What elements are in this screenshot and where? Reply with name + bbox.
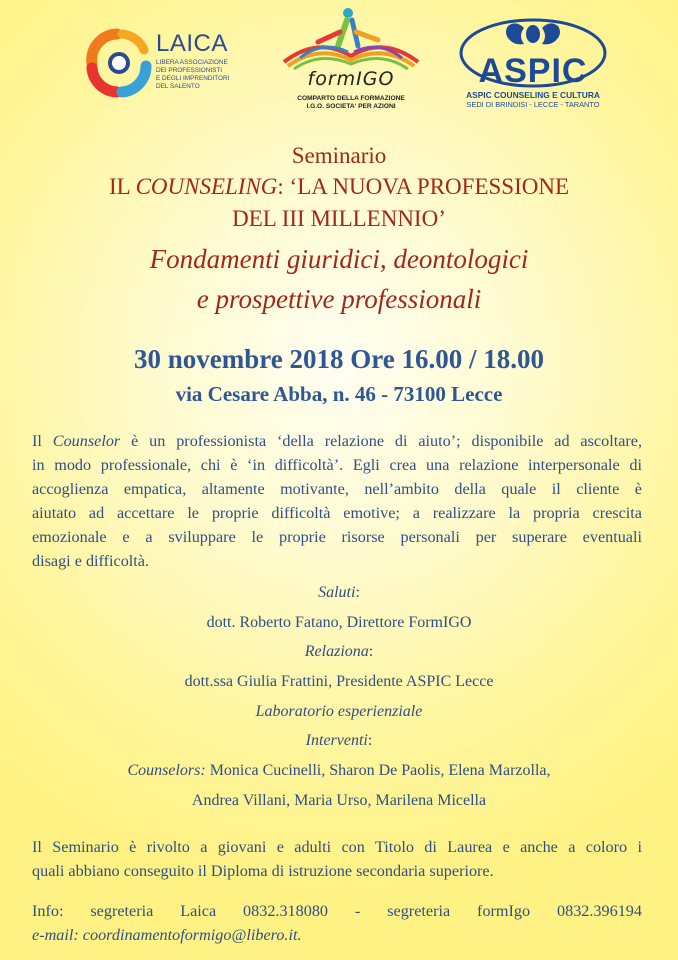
intro-line: Il Counselor è un professionista ‘della relazione di aiuto’; disponibile ad ascoltare,	[32, 432, 642, 450]
aspic-name: ASPIC	[478, 52, 588, 90]
logos-header	[0, 0, 678, 120]
seminar-title-line1: IL COUNSELING: ‘LA NUOVA PROFESSIONE	[108, 174, 570, 199]
target-line: Il Seminario è rivolto a giovani e adulti con Titolo di Laurea e anche a coloro i	[32, 838, 642, 856]
interventi-heading: Interventi:	[305, 732, 373, 749]
intro-line: emozionale e a sviluppare le proprie risorse personali per superare eventuali	[32, 528, 642, 546]
target-paragraph	[32, 835, 642, 883]
intro-line: disagi e difficoltà.	[32, 552, 150, 570]
relaziona-heading: Relaziona:	[304, 643, 374, 660]
laica-swirl-icon	[84, 28, 154, 98]
formigo-logo	[278, 6, 424, 114]
event-date-time: 30 novembre 2018 Ore 16.00 / 18.00	[134, 344, 544, 374]
formigo-subtitle: COMPARTO DELLA FORMAZIONE I.G.O. SOCIETA' PER AZIONI	[297, 95, 405, 110]
aspic-subtitle: ASPIC COUNSELING E CULTURA	[466, 90, 600, 100]
intro-line: aiutato ad accettare le proprie difficoltà emotive; a realizzare la propria crescita	[32, 504, 642, 522]
aspic-logo	[458, 18, 614, 112]
formigo-book-icon	[278, 6, 424, 70]
info-block	[32, 899, 642, 947]
intro-line: accoglienza empatica, altamente motivante, nell’ambito della quale il cliente è	[32, 480, 642, 498]
info-phones: Info: segreteria Laica 0832.318080 - segreteria formIgo 0832.396194	[32, 902, 642, 920]
laica-name: LAICA	[156, 30, 228, 57]
seminar-subtitle-line1: Fondamenti giuridici, deontologici	[149, 244, 529, 274]
saluti-speaker: dott. Roberto Fatano, Direttore FormIGO	[206, 614, 472, 631]
intro-paragraph	[32, 429, 642, 573]
event-address: via Cesare Abba, n. 46 - 73100 Lecce	[175, 382, 503, 406]
formigo-name: formIGO	[307, 68, 395, 90]
target-line: quali abbiano conseguito il Diploma di istruzione secondaria superiore.	[32, 862, 494, 880]
laica-logo	[84, 24, 254, 109]
seminar-title-line2: DEL III MILLENNIO’	[232, 206, 446, 231]
counselors-line1: Counselors: Monica Cucinelli, Sharon De Paolis, Elena Marzolla,	[127, 762, 551, 779]
counseling-word: COUNSELING	[135, 174, 278, 199]
counselors-line2: Andrea Villani, Maria Urso, Marilena Micella	[191, 792, 487, 809]
saluti-heading: Saluti:	[318, 584, 360, 601]
laica-subtitle: LIBERA ASSOCIAZIONE DEI PROFESSIONISTI E DEGLI IMPRENDITORI DEL SALENTO	[156, 59, 230, 90]
laboratorio-heading: Laboratorio esperienziale	[255, 703, 423, 720]
seminar-label: Seminario	[291, 143, 387, 168]
info-email: e-mail: coordinamentoformigo@libero.it.	[32, 926, 302, 944]
seminar-subtitle-line2: e prospettive professionali	[196, 284, 482, 314]
intro-line: in modo professionale, chi è ‘in difficoltà’. Egli crea una relazione interpersonale di	[32, 456, 642, 474]
relaziona-speaker: dott.ssa Giulia Frattini, Presidente ASPIC Lecce	[184, 673, 494, 690]
aspic-locations: SEDI DI BRINDISI - LECCE - TARANTO	[466, 100, 600, 109]
